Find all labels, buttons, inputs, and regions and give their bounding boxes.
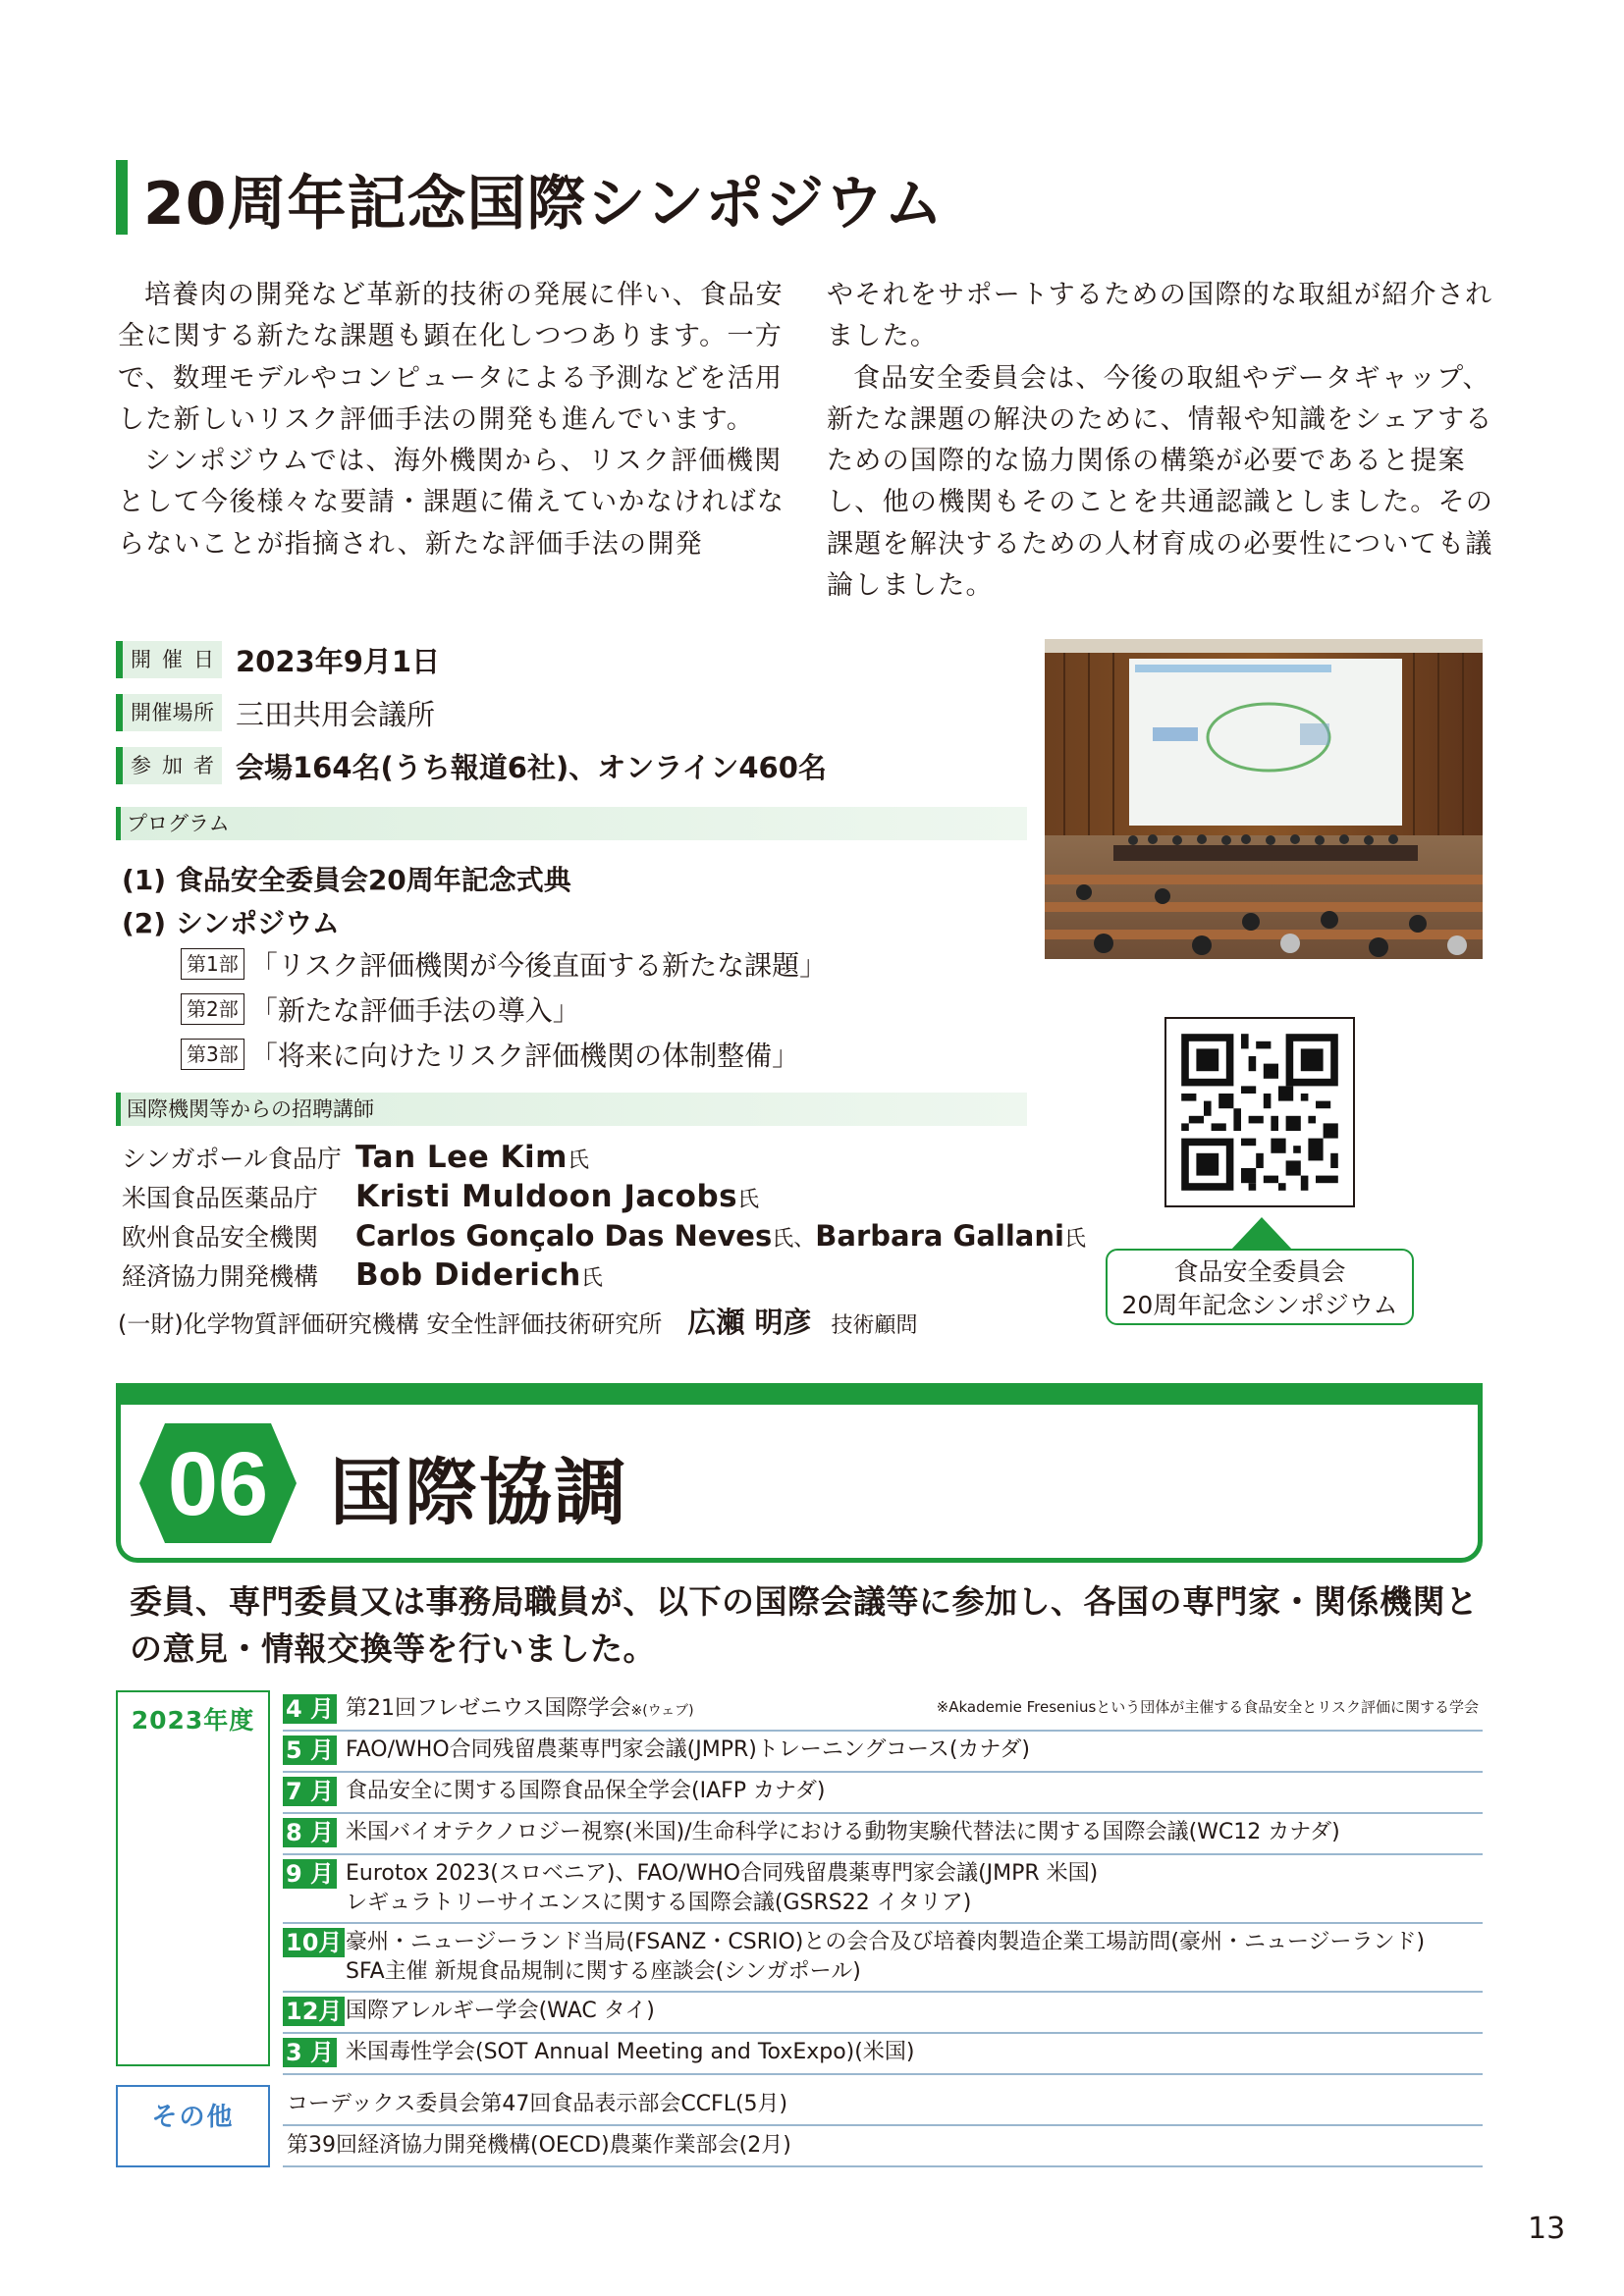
event-participants-label: 参加者 xyxy=(116,747,222,784)
month-badge: 10月 xyxy=(283,1928,345,1957)
speaker-honorific: 氏 xyxy=(567,1148,589,1173)
month-badge: 7 月 xyxy=(283,1777,337,1806)
month-badge: 5 月 xyxy=(283,1735,337,1765)
section-title: 国際協調 xyxy=(330,1451,628,1535)
meeting-text xyxy=(346,1693,694,1727)
page-title: 20周年記念国際シンポジウム xyxy=(143,170,945,239)
meeting-row xyxy=(283,1993,1483,2034)
speaker-name: Bob Diderich xyxy=(355,1257,581,1293)
speaker-name: Barbara Gallani xyxy=(815,1219,1064,1253)
speaker-row xyxy=(122,1257,603,1293)
meeting-row xyxy=(283,1855,1483,1924)
meeting-line: 米国バイオテクノロジー視察(米国)/生命科学における動物実験代替法に関する国際会議(WC12 カナダ) xyxy=(346,1820,1340,1844)
intro-paragraph: 食品安全委員会は、今後の取組やデータギャップ、新たな課題の解決のために、情報や知識をシェアするための国際的な協力関係の構築が必要であると提案し、他の機関もそのことを共通認識としました。その課題を解決するための人材育成の必要性についても議論しました。 xyxy=(827,362,1494,602)
event-venue: 三田共用会議所 xyxy=(236,697,436,731)
speaker-name: Kristi Muldoon Jacobs xyxy=(355,1179,738,1214)
meeting-line: Eurotox 2023(スロベニア)、FAO/WHO合同残留農薬専門家会議(JMPR 米国) xyxy=(346,1861,1099,1886)
speaker-honorific: 氏、 xyxy=(772,1227,816,1252)
speaker-row xyxy=(122,1140,589,1175)
title-accent-bar xyxy=(116,160,128,235)
program-item-2: (2) シンポジウム xyxy=(122,907,340,939)
part-badge: 第3部 xyxy=(181,1039,244,1070)
fiscal-year-label: 2023年度 xyxy=(131,1706,255,1735)
speaker-honorific: 氏 xyxy=(737,1188,760,1212)
section-number: 06 xyxy=(167,1434,269,1534)
section-lead: 委員、専門委員又は事務局職員が、以下の国際会議等に参加し、各国の専門家・関係機関との意見・情報交換等を行いました。 xyxy=(130,1582,1479,1668)
speaker-org: (一財)化学物質評価研究機構 安全性評価技術研究所 xyxy=(118,1310,663,1338)
part-badge: 第2部 xyxy=(181,993,244,1025)
meeting-row xyxy=(283,1814,1483,1855)
event-date-row xyxy=(116,640,440,679)
intro-paragraph: やそれをサポートするための国際的な取組が紹介されました。 xyxy=(827,280,1493,352)
other-meeting-row xyxy=(283,2126,1483,2167)
speaker-row xyxy=(122,1218,1086,1254)
other-meeting-row xyxy=(283,2085,1483,2126)
intro-paragraph: 培養肉の開発など革新的技術の発展に伴い、食品安全に関する新たな課題も顕在化しつつあります。一方で、数理モデルやコンピュータによる予測などを活用した新しいリスク評価手法の開発も進んでいます。 xyxy=(118,280,784,435)
month-badge: 9 月 xyxy=(283,1859,337,1889)
speaker-name: Tan Lee Kim xyxy=(355,1140,568,1175)
month-badge: 12月 xyxy=(283,1997,345,2026)
event-venue-row xyxy=(116,693,435,732)
meeting-line: 第21回フレゼニウス国際学会 xyxy=(346,1696,631,1721)
speaker-org: 欧州食品安全機関 xyxy=(122,1223,319,1252)
meeting-line: 豪州・ニュージーランド当局(FSANZ・CSRIO)との会合及び培養肉製造企業工場訪問(豪州・ニュージーランド) xyxy=(346,1930,1426,1954)
program-part-1 xyxy=(181,944,827,984)
program-part-2 xyxy=(181,989,580,1029)
speaker-row-domestic xyxy=(118,1301,917,1341)
event-date: 2023年9月1日 xyxy=(236,644,441,678)
other-label: その他 xyxy=(151,2103,235,2132)
part-title: 「将来に向けたリスク評価機関の体制整備」 xyxy=(249,1040,800,1072)
meeting-row xyxy=(283,1690,1483,1732)
meeting-line: 食品安全に関する国際食品保全学会(IAFP カナダ) xyxy=(346,1779,826,1803)
fiscal-year-box xyxy=(116,1690,270,2066)
meeting-footnote: ※Akademie Freseniusという団体が主催する食品安全とリスク評価に関する学会 xyxy=(936,1698,1479,1716)
meeting-line: コーデックス委員会第47回食品表示部会CCFL(5月) xyxy=(287,2092,788,2116)
symposium-photo xyxy=(1045,639,1483,959)
meeting-line: レギュラトリーサイエンスに関する国際会議(GSRS22 イタリア) xyxy=(346,1891,972,1915)
month-badge: 8 月 xyxy=(283,1818,337,1847)
speaker-org: 経済協力開発機構 xyxy=(122,1262,319,1291)
speaker-org: シンガポール食品庁 xyxy=(122,1145,342,1173)
meeting-row xyxy=(283,1924,1483,1993)
speaker-name: Carlos Gonçalo Das Neves xyxy=(355,1219,773,1253)
program-heading: プログラム xyxy=(116,807,1027,840)
speaker-honorific: 氏 xyxy=(580,1266,603,1291)
speakers-heading: 国際機関等からの招聘講師 xyxy=(116,1093,1027,1126)
qr-pointer-arrow xyxy=(1230,1217,1293,1251)
section-number-hexagon xyxy=(137,1419,298,1547)
intro-column-left xyxy=(118,275,785,565)
month-badge: 3 月 xyxy=(283,2038,337,2067)
intro-paragraph: シンポジウムでは、海外機関から、リスク評価機関として今後様々な要請・課題に備えていかなければならないことが指摘され、新たな評価手法の開発 xyxy=(118,446,785,560)
part-title: 「新たな評価手法の導入」 xyxy=(249,994,580,1027)
meeting-row xyxy=(283,1773,1483,1814)
speaker-org: 米国食品医薬品庁 xyxy=(122,1184,319,1212)
program-part-3 xyxy=(181,1035,799,1074)
meeting-row xyxy=(283,1732,1483,1773)
meeting-line: FAO/WHO合同残留農薬専門家会議(JMPR)トレーニングコース(カナダ) xyxy=(346,1737,1030,1762)
intro-column-right xyxy=(827,275,1494,607)
month-badge: 4 月 xyxy=(283,1694,337,1724)
event-participants: 会場164名(うち報道6社)、オンライン460名 xyxy=(236,750,827,784)
page-number: 13 xyxy=(1528,2212,1566,2246)
event-participants-row xyxy=(116,746,827,785)
meeting-line: 国際アレルギー学会(WAC タイ) xyxy=(346,1999,655,2023)
part-badge: 第1部 xyxy=(181,948,244,980)
speaker-name: 広瀬 明彦 xyxy=(687,1306,812,1339)
event-date-label: 開催日 xyxy=(116,641,222,678)
speaker-honorific: 氏 xyxy=(1063,1227,1086,1252)
meeting-line: 米国毒性学会(SOT Annual Meeting and ToxExpo)(米国) xyxy=(346,2040,915,2064)
speaker-row xyxy=(122,1179,759,1214)
program-item-1: (1) 食品安全委員会20周年記念式典 xyxy=(122,864,571,896)
event-venue-label: 開催場所 xyxy=(116,694,222,731)
qr-caption xyxy=(1106,1249,1414,1325)
meeting-sup: ※(ウェブ) xyxy=(630,1703,694,1719)
meeting-row xyxy=(283,2034,1483,2075)
section-06-header xyxy=(116,1383,1483,1563)
qr-code-icon xyxy=(1166,1019,1353,1205)
meeting-line: 第39回経済協力開発機構(OECD)農薬作業部会(2月) xyxy=(287,2133,791,2158)
qr-caption-line: 20周年記念シンポジウム xyxy=(1121,1291,1398,1319)
speaker-title: 技術顧問 xyxy=(831,1313,918,1338)
qr-code[interactable] xyxy=(1164,1017,1355,1207)
part-title: 「リスク評価機関が今後直面する新たな課題」 xyxy=(249,949,828,982)
meeting-line: SFA主催 新規食品規制に関する座談会(シンガポール) xyxy=(346,1959,861,1984)
qr-caption-line: 食品安全委員会 xyxy=(1173,1257,1346,1286)
